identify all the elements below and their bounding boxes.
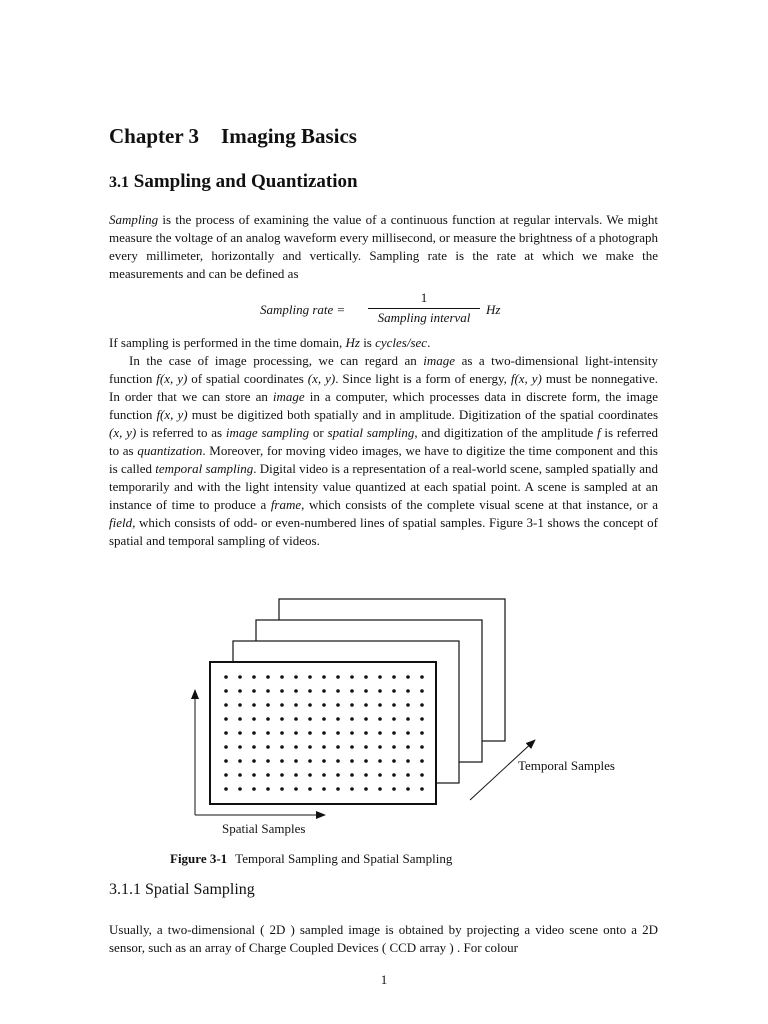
- sample-dot: [364, 717, 368, 721]
- sample-dot: [224, 787, 228, 791]
- sample-dot: [266, 745, 270, 749]
- math-spatial-sampling: spatial sampling: [327, 425, 415, 440]
- sample-dot: [350, 689, 354, 693]
- sample-dot: [406, 787, 410, 791]
- text-run: . Digital video is a representation of a real-world scene, sampled spatially and temporarily and with the light intensity value quantized at each spatial point. A scene is sampled at an instance of time to produce a: [109, 461, 658, 512]
- sample-dot: [266, 773, 270, 777]
- paragraph-time-domain: [109, 334, 658, 352]
- sample-dot: [350, 717, 354, 721]
- sample-dot: [238, 703, 242, 707]
- sample-dot: [420, 759, 424, 763]
- math-cycles-per-sec: cycles/sec: [375, 335, 428, 350]
- sample-dot: [392, 759, 396, 763]
- sample-dot: [322, 731, 326, 735]
- sample-dot: [364, 773, 368, 777]
- sample-dot: [420, 717, 424, 721]
- sample-dot: [420, 731, 424, 735]
- text-run: must be digitized both spatially and in amplitude. Digitization of the spatial coordinates: [191, 407, 659, 422]
- sample-dot: [336, 759, 340, 763]
- sample-dot: [392, 675, 396, 679]
- sample-dot: [336, 731, 340, 735]
- sample-dot: [252, 717, 256, 721]
- sample-dot: [238, 759, 242, 763]
- page-number: 1: [380, 972, 388, 987]
- math-image: image: [272, 389, 305, 404]
- text-run: If sampling is performed in the time domain,: [109, 335, 343, 350]
- sample-dot: [406, 759, 410, 763]
- sample-dot: [378, 717, 382, 721]
- text-run: , which consists of the complete visual scene at that instance, or a: [301, 497, 658, 512]
- sample-dot: [238, 745, 242, 749]
- text-run: .: [427, 335, 431, 350]
- sample-dot: [252, 759, 256, 763]
- sample-dot: [420, 745, 424, 749]
- sample-dot: [224, 745, 228, 749]
- sample-dot: [336, 773, 340, 777]
- paragraph-image-processing: [109, 352, 658, 550]
- sample-dot: [252, 773, 256, 777]
- sample-dot: [392, 717, 396, 721]
- text-run: is referred to as: [109, 425, 658, 458]
- sample-dot: [322, 703, 326, 707]
- sample-dot: [224, 689, 228, 693]
- math-xy: (x, y): [109, 425, 137, 440]
- sample-dot: [266, 717, 270, 721]
- equation-fraction: [368, 290, 480, 326]
- sample-dot: [294, 717, 298, 721]
- sample-dot: [294, 703, 298, 707]
- sample-dot: [294, 731, 298, 735]
- sample-dot: [280, 689, 284, 693]
- sample-dot: [294, 787, 298, 791]
- sample-dot: [252, 787, 256, 791]
- equation-unit: Hz: [486, 302, 501, 317]
- text-run: , which consists of odd- or even-numbered lines of spatial samples. Figure 3-1 shows the concept of spatial and temporal sampling of videos.: [109, 515, 658, 548]
- sample-dot: [420, 787, 424, 791]
- sample-dot: [308, 703, 312, 707]
- text-run: in a computer, which processes data in discrete form, the image function: [109, 389, 658, 422]
- sample-dot: [406, 773, 410, 777]
- math-image: image: [423, 353, 456, 368]
- text-run: or: [312, 425, 324, 440]
- sample-dot: [252, 675, 256, 679]
- math-fxy: f(x, y): [156, 371, 188, 386]
- sample-dot: [266, 689, 270, 693]
- sample-dot: [266, 731, 270, 735]
- sample-dot: [294, 675, 298, 679]
- sample-dot: [378, 703, 382, 707]
- text-run: . Since light is a form of energy,: [335, 371, 507, 386]
- caption-text: Temporal Sampling and Spatial Sampling: [235, 851, 453, 866]
- sample-dot: [378, 675, 382, 679]
- equation-numerator: 1: [420, 290, 428, 305]
- sample-dot: [336, 787, 340, 791]
- sample-dot: [364, 689, 368, 693]
- sample-dot: [280, 675, 284, 679]
- spatial-samples-label: Spatial Samples: [222, 821, 306, 836]
- sample-dot: [392, 745, 396, 749]
- text-run: must be nonnegative. In order that we can store an: [109, 371, 659, 404]
- sample-dot: [350, 675, 354, 679]
- section-heading: [109, 171, 358, 193]
- sample-dot: [308, 745, 312, 749]
- sample-dot: [224, 717, 228, 721]
- sample-dot: [322, 717, 326, 721]
- sample-dot: [392, 703, 396, 707]
- text-run: , and digitization of the amplitude: [414, 425, 594, 440]
- sample-dot: [378, 787, 382, 791]
- sample-dot: [406, 731, 410, 735]
- sample-dot: [378, 745, 382, 749]
- sample-dot: [294, 773, 298, 777]
- section-number: 3.1: [109, 174, 129, 191]
- sample-dot: [392, 731, 396, 735]
- sample-dot: [224, 773, 228, 777]
- sample-dot: [392, 689, 396, 693]
- sampling-rate-equation: [260, 290, 530, 330]
- paragraph-text: is the process of examining the value of a continuous function at regular intervals. We might measure the voltage of an analog waveform every millisecond, or measure the brightness of a photograph every millimeter, horizontally and vertically. Sampling rate is the rate at which we make the measurements and can be defined as: [109, 212, 659, 281]
- sample-dot: [364, 745, 368, 749]
- sample-dot: [322, 689, 326, 693]
- sample-dot: [266, 759, 270, 763]
- sample-dot: [294, 745, 298, 749]
- sample-dot: [280, 787, 284, 791]
- text-run: as a two-dimensional light-intensity function: [109, 353, 658, 386]
- figure-caption: [170, 851, 452, 867]
- sample-dot: [378, 759, 382, 763]
- sample-dot: [308, 787, 312, 791]
- sample-dot: [406, 703, 410, 707]
- sample-dot: [294, 689, 298, 693]
- sample-dot: [252, 745, 256, 749]
- paragraph-spatial-sampling: [109, 921, 658, 957]
- sample-dot: [252, 703, 256, 707]
- sample-dot: [238, 675, 242, 679]
- sample-dot: [238, 731, 242, 735]
- temporal-samples-label: Temporal Samples: [518, 758, 615, 773]
- sample-dot: [280, 717, 284, 721]
- math-quantization: quantization: [137, 443, 203, 458]
- sample-dot: [280, 731, 284, 735]
- spatial-sample-grid: [224, 675, 424, 791]
- sample-dot: [406, 745, 410, 749]
- sample-dot: [406, 675, 410, 679]
- sample-dot: [322, 787, 326, 791]
- sample-dot: [280, 759, 284, 763]
- sample-dot: [280, 773, 284, 777]
- sample-dot: [378, 773, 382, 777]
- section-title: Sampling and Quantization: [133, 171, 358, 192]
- sample-dot: [350, 745, 354, 749]
- term-sampling: Sampling: [109, 212, 159, 227]
- sample-dot: [350, 731, 354, 735]
- sample-dot: [308, 717, 312, 721]
- sample-dot: [224, 703, 228, 707]
- equation-lhs: Sampling rate =: [260, 302, 346, 317]
- sample-dot: [350, 773, 354, 777]
- math-image-sampling: image sampling: [225, 425, 310, 440]
- text-run: In the case of image processing, we can regard an: [129, 353, 417, 368]
- sample-dot: [266, 703, 270, 707]
- text-run: is referred to as: [140, 425, 223, 440]
- caption-label: Figure 3-1: [170, 851, 228, 866]
- figure-3-1: [180, 590, 660, 840]
- sample-dot: [308, 759, 312, 763]
- sample-dot: [322, 675, 326, 679]
- sample-dot: [308, 689, 312, 693]
- sample-dot: [336, 717, 340, 721]
- sample-dot: [238, 717, 242, 721]
- text-run: is: [363, 335, 372, 350]
- sample-dot: [420, 703, 424, 707]
- sample-dot: [266, 675, 270, 679]
- sample-dot: [252, 731, 256, 735]
- sample-dot: [322, 759, 326, 763]
- sample-dot: [224, 759, 228, 763]
- math-f: f: [597, 425, 601, 440]
- sample-dot: [308, 675, 312, 679]
- sample-dot: [336, 745, 340, 749]
- sample-dot: [238, 773, 242, 777]
- text-run: of spatial coordinates: [191, 371, 304, 386]
- chapter-number: Chapter 3: [109, 124, 200, 148]
- sample-dot: [224, 675, 228, 679]
- paragraph-sampling-definition: [109, 211, 658, 283]
- sampling-diagram: [180, 590, 660, 840]
- sample-dot: [336, 675, 340, 679]
- sample-dot: [238, 689, 242, 693]
- sample-dot: [350, 703, 354, 707]
- sample-dot: [224, 731, 228, 735]
- paragraph-text: Usually, a two-dimensional ( 2D ) sampled image is obtained by projecting a video scene onto a 2D sensor, such as an array of Charge Coupled Devices ( CCD array ) . For colour: [109, 922, 658, 955]
- math-xy: (x, y): [307, 371, 336, 386]
- subsection-heading: 3.1.1 Spatial Sampling: [109, 881, 255, 898]
- sample-dot: [336, 703, 340, 707]
- sample-dot: [392, 787, 396, 791]
- math-temporal-sampling: temporal sampling: [155, 461, 254, 476]
- sample-dot: [378, 689, 382, 693]
- sample-dot: [252, 689, 256, 693]
- sample-dot: [266, 787, 270, 791]
- sample-dot: [364, 759, 368, 763]
- sample-dot: [294, 759, 298, 763]
- sample-dot: [308, 773, 312, 777]
- math-fxy: f(x, y): [510, 371, 542, 386]
- sample-dot: [308, 731, 312, 735]
- math-hz: Hz: [345, 335, 360, 350]
- sample-dot: [364, 675, 368, 679]
- chapter-heading: [109, 124, 357, 149]
- sample-dot: [392, 773, 396, 777]
- sample-dot: [336, 689, 340, 693]
- sample-dot: [420, 773, 424, 777]
- sample-dot: [280, 703, 284, 707]
- math-frame: frame: [270, 497, 302, 512]
- sample-dot: [364, 703, 368, 707]
- sample-dot: [238, 787, 242, 791]
- chapter-title: Imaging Basics: [221, 124, 357, 148]
- sample-dot: [420, 675, 424, 679]
- sample-dot: [406, 717, 410, 721]
- equation-denominator: Sampling interval: [377, 310, 471, 325]
- sample-dot: [322, 773, 326, 777]
- sample-dot: [350, 787, 354, 791]
- sample-dot: [350, 759, 354, 763]
- sample-dot: [364, 787, 368, 791]
- math-field: field: [109, 515, 133, 530]
- sample-dot: [378, 731, 382, 735]
- sample-dot: [406, 689, 410, 693]
- text-run: . Moreover, for moving video images, we have to digitize the time component and this is called: [109, 443, 658, 476]
- math-fxy: f(x, y): [156, 407, 188, 422]
- sample-dot: [420, 689, 424, 693]
- sample-dot: [322, 745, 326, 749]
- sample-dot: [364, 731, 368, 735]
- sample-dot: [280, 745, 284, 749]
